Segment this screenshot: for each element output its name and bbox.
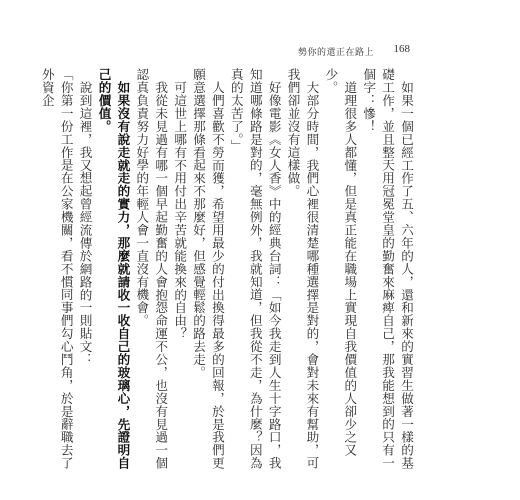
paragraph: 如果一個已經工作了五、六年的人，還和新來的實習生做著一樣的基礎工作，並且整天用冠冕堂皇的勤奮來麻痺自己，那我能想到的只有一個字：慘！ bbox=[361, 68, 414, 470]
paragraph: 可這世上哪有不用付出辛苦就能換來的自由？ bbox=[172, 80, 188, 340]
paragraph: 道理很多人都懂，但是真正能在職場上實現自我價值的人卻少之又少。 bbox=[323, 68, 358, 457]
paragraph: 人們喜歡不勞而獲，希望用最少的付出換得最多的回報，於是我們更願意選擇那條看起來不那麼好，但感覺輕鬆的路去走。 bbox=[191, 68, 225, 470]
paragraph: 「你第一份工作是在公家機關，看不慣同事們勾心鬥角，於是辭職去了外資企 bbox=[39, 68, 74, 470]
paragraph: 說到這裡，我又想起曾經流傳於網路的一則貼文： bbox=[77, 80, 93, 366]
paragraph: 我從未見過有哪一個早起勤奮的人會抱怨命運不公，也沒有見過一個認真負責努力好學的年輕人會一直沒有機會。 bbox=[134, 68, 169, 470]
page-number: 168 bbox=[393, 43, 410, 55]
paragraph: 好像電影《女人香》中的經典台詞：「如今我走到人生十字路口，我知道哪條路是對的，毫無例外，我就知道，但我從不走，為什麼？因為真的太苦了。」 bbox=[228, 68, 282, 470]
bold-paragraph: 如果沒有說走就走的實力，那麼就請收一收自己的玻璃心，先證明自己的價值。 bbox=[96, 68, 131, 470]
running-head: 勢你的還正在路上 bbox=[297, 48, 374, 58]
paragraph: 大部分時間，我們心裡很清楚哪種選擇是對的，會對未來有幫助，可我們卻並沒有這樣做。 bbox=[285, 68, 320, 470]
body-text bbox=[39, 68, 415, 478]
